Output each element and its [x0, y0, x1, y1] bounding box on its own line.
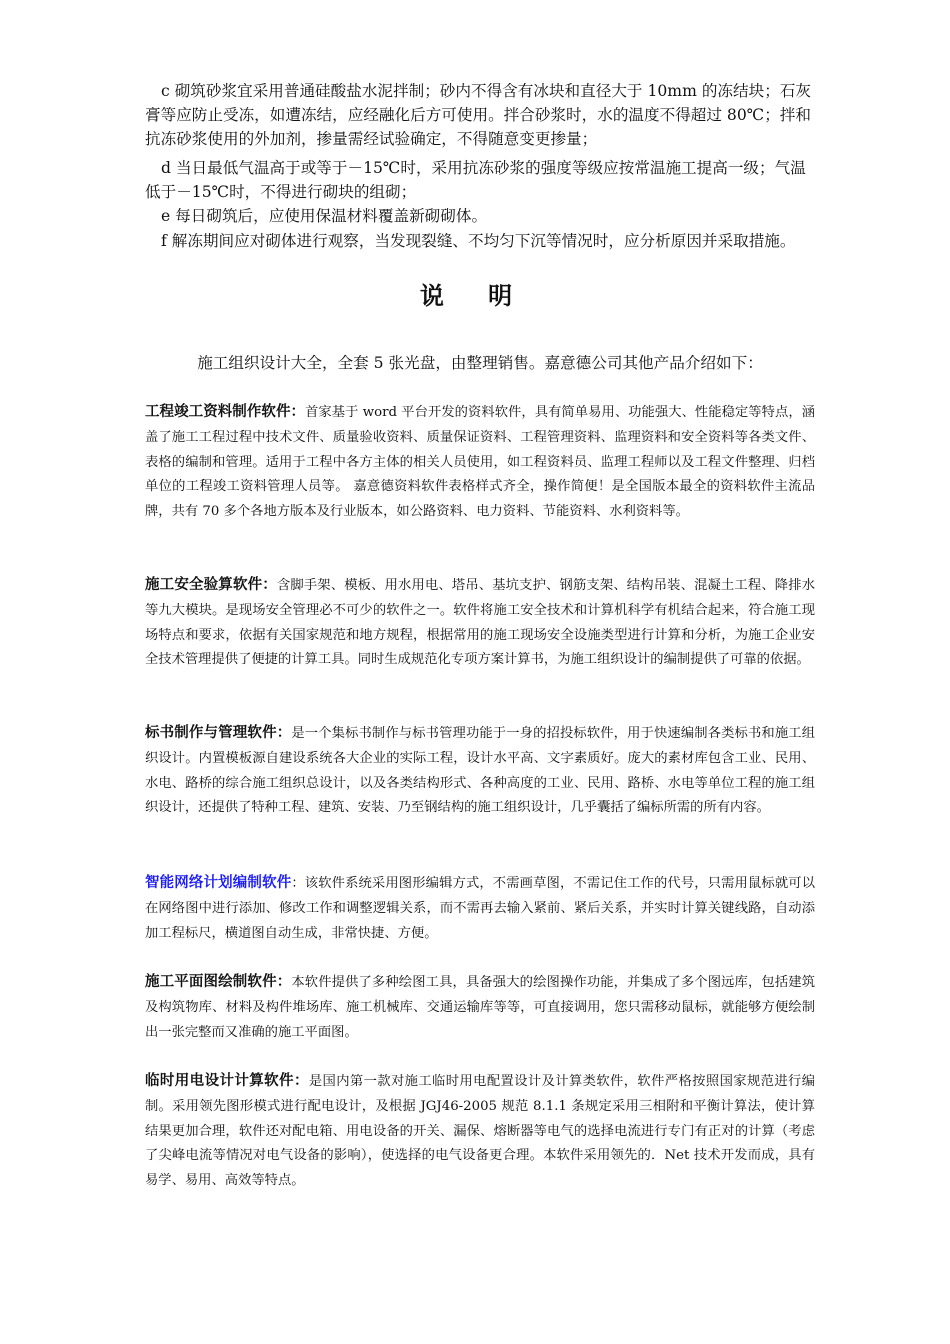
note-e [145, 204, 815, 228]
product-desc: ：该软件系统采用图形编辑方式，不需画草图，不需记住工作的代号，只需用鼠标就可以在网络图中进行添加、修改工作和调整逻辑关系，而不需再去输入紧前、紧后关系，并实时计算关键线路，自动添加工程标尺，横道图自动生成，非常快捷、方便。 [145, 876, 816, 941]
product-site-plan-software [145, 970, 815, 1045]
product-safety-calc-software [145, 573, 815, 673]
note-d-text: d 当日最低气温高于或等于－15℃时，采用抗冻砂浆的强度等级应按常温施工提高一级；气温低于－15℃时，不得进行砌块的组砌； [145, 159, 806, 201]
product-name: 临时用电设计计算软件： [145, 1073, 309, 1089]
product-bid-document-software [145, 721, 815, 821]
product-desc: 是国内第一款对施工临时用电配置设计及计算类软件，软件严格按照国家规范进行编制。采用领先图形模式进行配电设计，及根据 JGJ46-2005 规范 8.1.1 条规定采用三相附和平衡计算法，使计算结果更加合理，软件还对配电箱、用电设备的开关、漏保、熔断器等电气的选择电流进行专门有正对的计算（考虑了尖峰电流等情况对电气设备的影响），使选择的电气设备更合理。本软件采用领先的．Net 技术开发而成，具有易学、易用、高效等特点。 [145, 1074, 816, 1189]
product-desc: 首家基于 word 平台开发的资料软件，具有简单易用、功能强大、性能稳定等特点，涵盖了施工工程过程中技术文件、质量验收资料、质量保证资料、工程管理资料、监理资料和安全资料等各类文件、表格的编制和管理。适用于工程中各方主体的相关人员使用，如工程资料员、监理工程师以及工程文件整理、归档单位的工程竣工资料管理人员等。 嘉意德资料软件表格样式齐全，操作简便！是全国版本最全的资料软件主流品牌，共有 70 多个各地方版本及行业版本，如公路资料、电力资料、节能资料、水利资料等。 [145, 405, 815, 520]
intro-paragraph: 施工组织设计大全，全套 5 张光盘，由整理销售。嘉意德公司其他产品介绍如下： [197, 354, 763, 372]
note-c [145, 79, 815, 151]
note-d [145, 156, 815, 204]
product-desc: 是一个集标书制作与标书管理功能于一身的招投标软件，用于快速编制各类标书和施工组织设计。内置模板源自建设系统各大企业的实际工程，设计水平高、文字素质好。庞大的素材库包含工业、民用、水电、路桥的综合施工组织总设计，以及各类结构形式、各种高度的工业、民用、路桥、水电等单位工程的施工组织设计，还提供了特种工程、建筑、安装、乃至钢结构的施工组织设计，几乎囊括了编标所需的所有内容。 [145, 726, 816, 816]
note-f-text: f 解冻期间应对砌体进行观察，当发现裂缝、不均匀下沉等情况时，应分析原因并采取措施。 [161, 232, 796, 250]
product-network-plan-software [145, 871, 815, 946]
product-temporary-power-software [145, 1069, 815, 1194]
note-e-text: e 每日砌筑后，应使用保温材料覆盖新砌砌体。 [161, 207, 488, 225]
product-desc: 含脚手架、模板、用水用电、塔吊、基坑支护、钢筋支架、结构吊装、混凝土工程、降排水等九大模块。是现场安全管理必不可少的软件之一。软件将施工安全技术和计算机科学有机结合起来，符合施工现场特点和要求，依据有关国家规范和地方规程，根据常用的施工现场安全设施类型进行计算和分析，为施工企业安全技术管理提供了便捷的计算工具。同时生成规范化专项方案计算书，为施工组织设计的编制提供了可靠的依据。 [145, 578, 816, 668]
product-name: 标书制作与管理软件： [145, 725, 292, 741]
section-title: 说 明 [419, 282, 531, 310]
note-c-text: c 砌筑砂浆宜采用普通硅酸盐水泥拌制；砂内不得含有冰块和直径大于 10mm 的冻结块；石灰膏等应防止受冻，如遭冻结，应经融化后方可使用。拌合砂浆时，水的温度不得超过 80℃；拌和抗冻砂浆使用的外加剂，掺量需经试验确定，不得随意变更掺量； [145, 82, 811, 148]
product-name: 工程竣工资料制作软件： [145, 404, 306, 420]
product-project-completion-software [145, 400, 815, 525]
product-name: 施工安全验算软件： [145, 577, 277, 593]
product-name: 智能网络计划编制软件 [145, 875, 292, 891]
product-desc: 本软件提供了多种绘图工具，具备强大的绘图操作功能，并集成了多个图远库，包括建筑及构筑物库、材料及构件堆场库、施工机械库、交通运输库等等，可直接调用，您只需移动鼠标，就能够方便绘制出一张完整而又准确的施工平面图。 [145, 975, 816, 1040]
product-name: 施工平面图绘制软件： [145, 974, 292, 990]
note-f [145, 229, 815, 253]
